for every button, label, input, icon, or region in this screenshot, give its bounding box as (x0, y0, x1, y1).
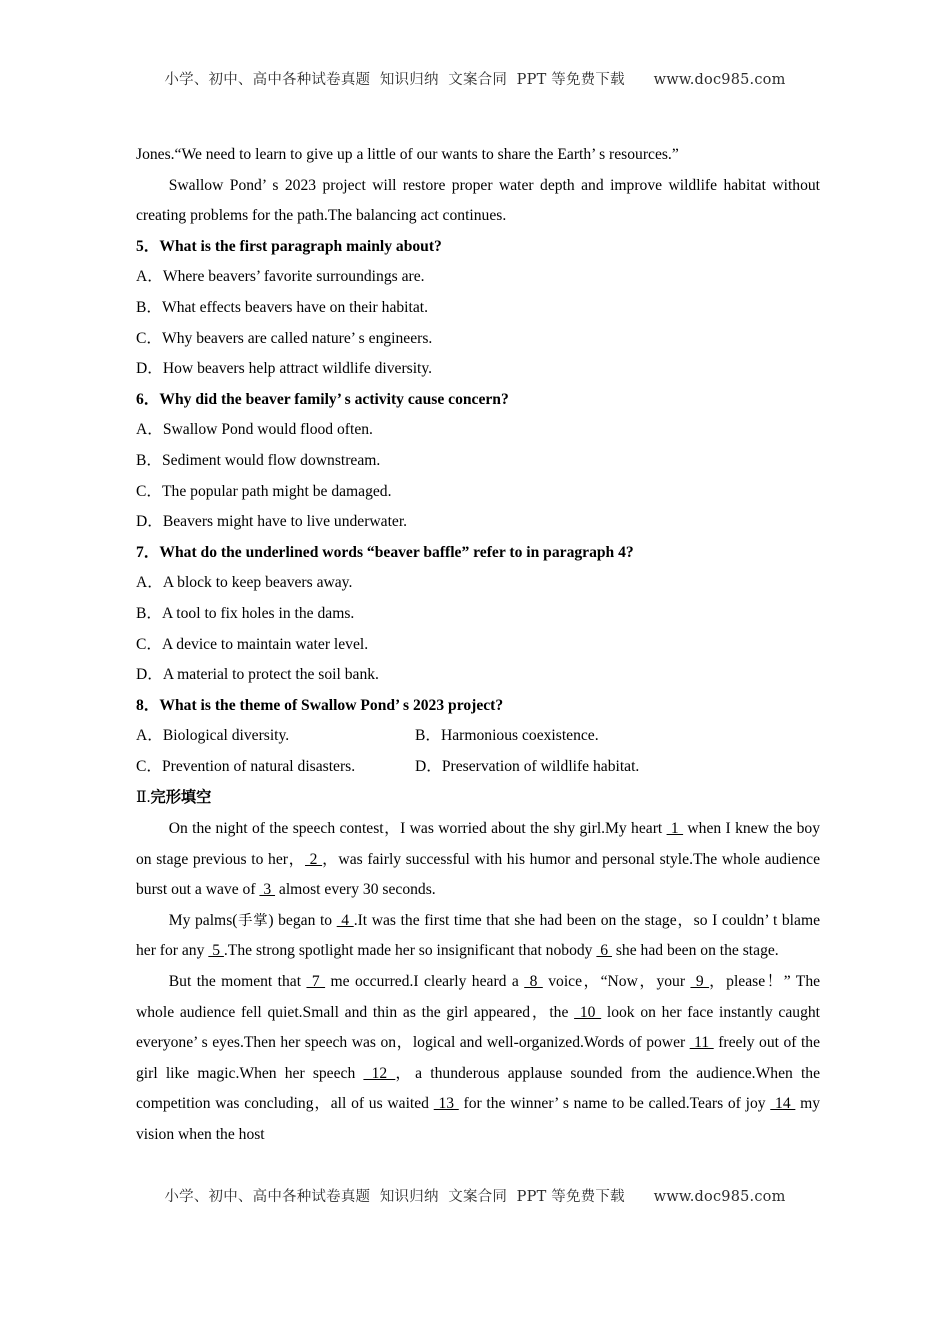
option-text: Beavers might have to live underwater. (162, 513, 408, 531)
question-8-option-row-1 (136, 721, 820, 752)
cloze-paragraph-1 (136, 814, 820, 906)
option-label: D． (136, 513, 163, 531)
question-6-text: Why did the beaver family’ s activity cause concern? (159, 390, 509, 408)
cloze-text: .The strong spotlight made her so insignificant that nobody (223, 942, 597, 960)
cloze-text: my vision when the host (136, 1095, 821, 1143)
paragraph-quote: Jones.“We need to learn to give up a little of our wants to share the Earth’ s resources.” (136, 146, 679, 163)
option-text: The popular path might be damaged. (162, 482, 392, 500)
option-label: D． (415, 757, 442, 775)
option-text: Why beavers are called nature’ s engineers. (162, 329, 433, 347)
option-text: How beavers help attract wildlife diversity. (162, 360, 433, 378)
option-label: B． (136, 451, 162, 469)
question-8-stem (136, 691, 820, 722)
question-7-text: What do the underlined words “beaver baffle” refer to in paragraph 4? (159, 543, 634, 561)
option-text: Harmonious coexistence. (441, 727, 599, 745)
section-title: 完形填空 (150, 788, 212, 807)
cloze-blank-11[interactable]: 11 (689, 1034, 714, 1052)
question-7-option-c[interactable] (136, 630, 820, 661)
question-5-option-d[interactable] (136, 354, 820, 385)
cloze-text: freely out of the girl like magic.When her speech (136, 1034, 821, 1082)
question-6-option-c[interactable] (136, 477, 820, 508)
question-5-option-b[interactable] (136, 293, 820, 324)
option-text: Sediment would flow downstream. (162, 451, 381, 469)
cloze-text: ，please！” The whole audience fell quiet.Small and thin as the girl appeared，the (136, 973, 821, 1021)
cloze-text: On the night of the speech contest，I was worried about the shy girl.My heart (168, 820, 667, 838)
cloze-text: My palms( (168, 911, 238, 929)
cloze-blank-8[interactable]: 8 (524, 973, 543, 991)
option-label: B． (136, 604, 162, 622)
question-6-number: 6． (136, 390, 160, 408)
option-label: A． (136, 268, 163, 286)
question-6-option-d[interactable] (136, 507, 820, 538)
cloze-text: when I knew the boy on stage previous to her， (136, 820, 820, 868)
cloze-text: she had been on the stage. (611, 942, 779, 960)
cloze-blank-14[interactable]: 14 (770, 1095, 796, 1113)
question-8-option-d[interactable] (415, 752, 639, 783)
question-6-option-b[interactable] (136, 446, 820, 477)
option-text: A tool to fix holes in the dams. (162, 604, 355, 622)
cloze-blank-3[interactable]: 3 (259, 881, 276, 899)
cloze-blank-6[interactable]: 6 (596, 942, 612, 960)
option-label: A． (136, 727, 163, 745)
question-7-stem (136, 538, 820, 569)
option-text: Preservation of wildlife habitat. (441, 757, 640, 775)
footer-watermark: 小学、初中、高中各种试卷真题 知识归纳 文案合同 PPT 等免费下载 www.doc985.com (164, 1189, 786, 1205)
cloze-blank-13[interactable]: 13 (433, 1095, 459, 1113)
option-text: Prevention of natural disasters. (162, 757, 356, 775)
option-text: A material to protect the soil bank. (162, 666, 379, 684)
question-7-option-a[interactable] (136, 568, 820, 599)
cloze-text: voice，“Now，your (542, 973, 691, 991)
question-5-option-c[interactable] (136, 324, 820, 355)
cloze-blank-1[interactable]: 1 (666, 820, 684, 838)
option-text: A device to maintain water level. (162, 635, 369, 653)
question-7-option-b[interactable] (136, 599, 820, 630)
option-text: Where beavers’ favorite surroundings are. (162, 268, 425, 286)
cloze-text: But the moment that (168, 973, 307, 991)
cloze-text: for the winner’ s name to be called.Tears of joy (458, 1095, 771, 1113)
cloze-text: .It was the first time that she had been on the stage，so I couldn’ t blame her for any (136, 911, 820, 960)
question-8-option-a[interactable] (136, 727, 289, 744)
question-8-text: What is the theme of Swallow Pond’ s 2023 project? (159, 696, 504, 714)
section-number: Ⅱ (136, 789, 147, 807)
cloze-paragraph-2 (136, 906, 820, 967)
question-8-option-c[interactable] (136, 758, 355, 775)
paragraph-project: Swallow Pond’ s 2023 project will restore proper water depth and improve wildlife habitat without creating problems for the path.The balancing act continues. (136, 176, 820, 225)
section-dot: . (146, 789, 151, 807)
question-5-number: 5． (136, 237, 160, 255)
cloze-paragraph-3 (136, 967, 820, 1151)
cloze-blank-9[interactable]: 9 (690, 973, 710, 991)
question-8-option-b[interactable] (415, 721, 599, 752)
option-text: A block to keep beavers away. (162, 574, 353, 592)
question-5-text: What is the first paragraph mainly about? (159, 237, 442, 255)
cloze-text: almost every 30 seconds. (275, 881, 436, 899)
cloze-text: ) began to (268, 911, 337, 929)
option-text: What effects beavers have on their habitat. (162, 298, 428, 316)
question-5-option-a[interactable] (136, 262, 820, 293)
cloze-blank-5[interactable]: 5 (208, 942, 224, 960)
cloze-text: look on her face instantly caught everyone’ s eyes.Then her speech was on，logical and well-organized.Words of power (136, 1003, 820, 1052)
cloze-text: me occurred.I clearly heard a (325, 973, 525, 991)
question-8-number: 8． (136, 696, 160, 714)
cloze-blank-2[interactable]: 2 (305, 850, 323, 868)
option-label: C． (136, 635, 162, 653)
question-7-option-d[interactable] (136, 660, 820, 691)
option-label: B． (136, 298, 162, 316)
cloze-text: ，a thunderous applause sounded from the audience.When the competition was concluding，all of us waited (136, 1064, 820, 1113)
document-content (136, 140, 820, 1151)
cloze-blank-7[interactable]: 7 (306, 973, 326, 991)
cloze-blank-12[interactable]: 12 (363, 1064, 396, 1082)
cloze-text: ，was fairly successful with his humor and personal style.The whole audience burst out a wave of (136, 850, 820, 899)
question-5-stem (136, 232, 820, 263)
cloze-blank-4[interactable]: 4 (336, 911, 354, 929)
option-text: Biological diversity. (162, 727, 290, 745)
option-label: B． (415, 727, 441, 745)
question-6-option-a[interactable] (136, 415, 820, 446)
question-8-option-row-2 (136, 752, 820, 783)
option-label: D． (136, 666, 163, 684)
option-label: D． (136, 360, 163, 378)
option-label: A． (136, 574, 163, 592)
question-6-stem (136, 385, 820, 416)
header-watermark: 小学、初中、高中各种试卷真题 知识归纳 文案合同 PPT 等免费下载 www.doc985.com (164, 72, 786, 88)
option-label: C． (136, 482, 162, 500)
option-text: Swallow Pond would flood often. (162, 421, 373, 439)
option-label: A． (136, 421, 163, 439)
cloze-blank-10[interactable]: 10 (574, 1003, 602, 1021)
option-label: C． (136, 757, 162, 775)
chinese-gloss: 手掌 (237, 912, 269, 929)
option-label: C． (136, 329, 162, 347)
cloze-section-heading (136, 782, 820, 814)
question-7-number: 7． (136, 543, 160, 561)
